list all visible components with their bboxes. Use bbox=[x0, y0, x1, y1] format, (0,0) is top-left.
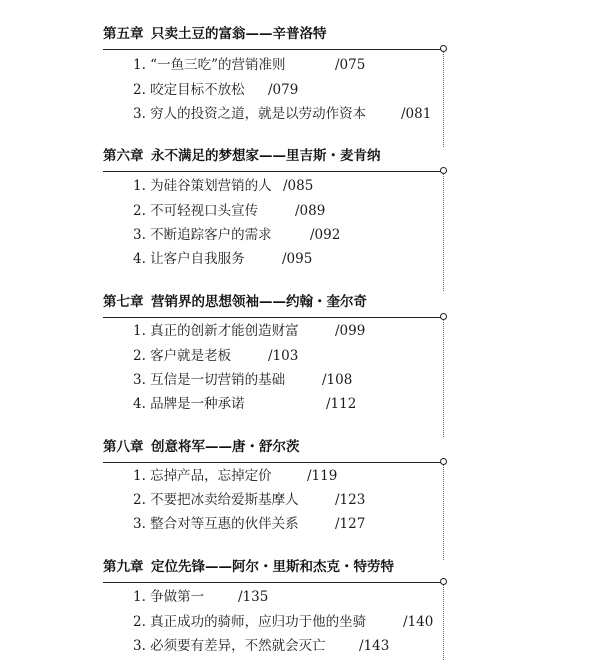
toc-entry[interactable] bbox=[133, 513, 299, 535]
toc-entry[interactable] bbox=[133, 611, 366, 633]
chapter-rule-end-dot bbox=[440, 45, 447, 52]
chapter-title: 只卖土豆的富翁——辛普洛特 bbox=[151, 26, 327, 42]
chapter-rule-end-dot bbox=[440, 167, 447, 174]
toc-entry[interactable] bbox=[133, 175, 272, 197]
entry-text: 1. 为硅谷策划营销的人 bbox=[133, 178, 272, 194]
entry-page-number: /079 bbox=[268, 82, 299, 98]
entry-text: 1. 真正的创新才能创造财富 bbox=[133, 323, 299, 339]
entry-page-number: /099 bbox=[335, 323, 366, 339]
toc-entry[interactable] bbox=[133, 224, 272, 246]
entry-page-number: /092 bbox=[310, 227, 341, 243]
dotted-leader bbox=[443, 585, 444, 660]
toc-entry[interactable] bbox=[133, 369, 285, 391]
dotted-leader bbox=[443, 52, 444, 147]
entry-page-number: /108 bbox=[322, 372, 353, 388]
dotted-leader bbox=[443, 465, 444, 560]
entry-page-number: /119 bbox=[307, 468, 338, 484]
chapter-number: 第五章 bbox=[103, 26, 144, 42]
entry-text: 1. “一鱼三吃”的营销准则 bbox=[133, 57, 286, 73]
chapter-heading bbox=[103, 555, 443, 579]
chapter-number: 第六章 bbox=[103, 148, 144, 164]
toc-entry[interactable] bbox=[133, 320, 299, 342]
entry-text: 3. 穷人的投资之道，就是以劳动作资本 bbox=[133, 106, 367, 122]
dotted-leader bbox=[443, 174, 444, 291]
entry-text: 1. 忘掉产品，忘掉定价 bbox=[133, 468, 272, 484]
chapter-number: 第八章 bbox=[103, 439, 144, 455]
entry-text: 2. 客户就是老板 bbox=[133, 348, 232, 364]
chapter-rule bbox=[103, 317, 441, 318]
dotted-leader bbox=[443, 320, 444, 437]
chapter-title: 永不满足的梦想家——里吉斯・麦肯纳 bbox=[151, 148, 381, 164]
chapter-heading bbox=[103, 144, 443, 168]
entry-text: 3. 必须要有差异，不然就会灭亡 bbox=[133, 638, 326, 654]
entry-page-number: /089 bbox=[295, 203, 326, 219]
entry-text: 2. 不要把冰卖给爱斯基摩人 bbox=[133, 492, 299, 508]
chapter-number: 第九章 bbox=[103, 559, 144, 575]
toc-entry[interactable] bbox=[133, 79, 245, 101]
entry-page-number: /095 bbox=[282, 251, 313, 267]
chapter-rule-end-dot bbox=[440, 458, 447, 465]
chapter-rule-end-dot bbox=[440, 313, 447, 320]
toc-entry[interactable] bbox=[133, 586, 204, 608]
chapter-number: 第七章 bbox=[103, 294, 144, 310]
entry-page-number: /127 bbox=[335, 516, 366, 532]
toc-entry[interactable] bbox=[133, 103, 366, 125]
entry-text: 2. 咬定目标不放松 bbox=[133, 82, 245, 98]
chapter-rule-end-dot bbox=[440, 578, 447, 585]
entry-page-number: /135 bbox=[238, 589, 269, 605]
chapter-rule bbox=[103, 49, 441, 50]
entry-text: 2. 真正成功的骑师，应归功于他的坐骑 bbox=[133, 614, 367, 630]
chapter-title: 营销界的思想领袖——约翰・奎尔奇 bbox=[151, 294, 367, 310]
chapter-heading bbox=[103, 435, 443, 459]
entry-page-number: /143 bbox=[359, 638, 390, 654]
chapter-rule bbox=[103, 462, 441, 463]
toc-entry[interactable] bbox=[133, 489, 299, 511]
entry-page-number: /140 bbox=[403, 614, 434, 630]
entry-text: 3. 不断追踪客户的需求 bbox=[133, 227, 272, 243]
entry-page-number: /075 bbox=[335, 57, 366, 73]
entry-text: 4. 让客户自我服务 bbox=[133, 251, 245, 267]
entry-page-number: /103 bbox=[268, 348, 299, 364]
toc-entry[interactable] bbox=[133, 54, 285, 76]
entry-text: 3. 整合对等互惠的伙伴关系 bbox=[133, 516, 299, 532]
toc-entry[interactable] bbox=[133, 465, 272, 487]
toc-entry[interactable] bbox=[133, 393, 245, 415]
toc-entry[interactable] bbox=[133, 248, 245, 270]
toc-entry[interactable] bbox=[133, 635, 326, 657]
entry-text: 3. 互信是一切营销的基础 bbox=[133, 372, 286, 388]
entry-page-number: /081 bbox=[401, 106, 432, 122]
chapter-rule bbox=[103, 582, 441, 583]
toc-entry[interactable] bbox=[133, 200, 258, 222]
chapter-title: 创意将军——唐・舒尔茨 bbox=[151, 439, 300, 455]
entry-page-number: /123 bbox=[335, 492, 366, 508]
entry-text: 4. 品牌是一种承诺 bbox=[133, 396, 245, 412]
chapter-heading bbox=[103, 22, 443, 46]
entry-text: 2. 不可轻视口头宣传 bbox=[133, 203, 259, 219]
chapter-heading bbox=[103, 290, 443, 314]
chapter-rule bbox=[103, 171, 441, 172]
entry-page-number: /112 bbox=[326, 396, 357, 412]
chapter-title: 定位先锋——阿尔・里斯和杰克・特劳特 bbox=[151, 559, 394, 575]
entry-text: 1. 争做第一 bbox=[133, 589, 205, 605]
toc-entry[interactable] bbox=[133, 345, 231, 367]
entry-page-number: /085 bbox=[283, 178, 314, 194]
